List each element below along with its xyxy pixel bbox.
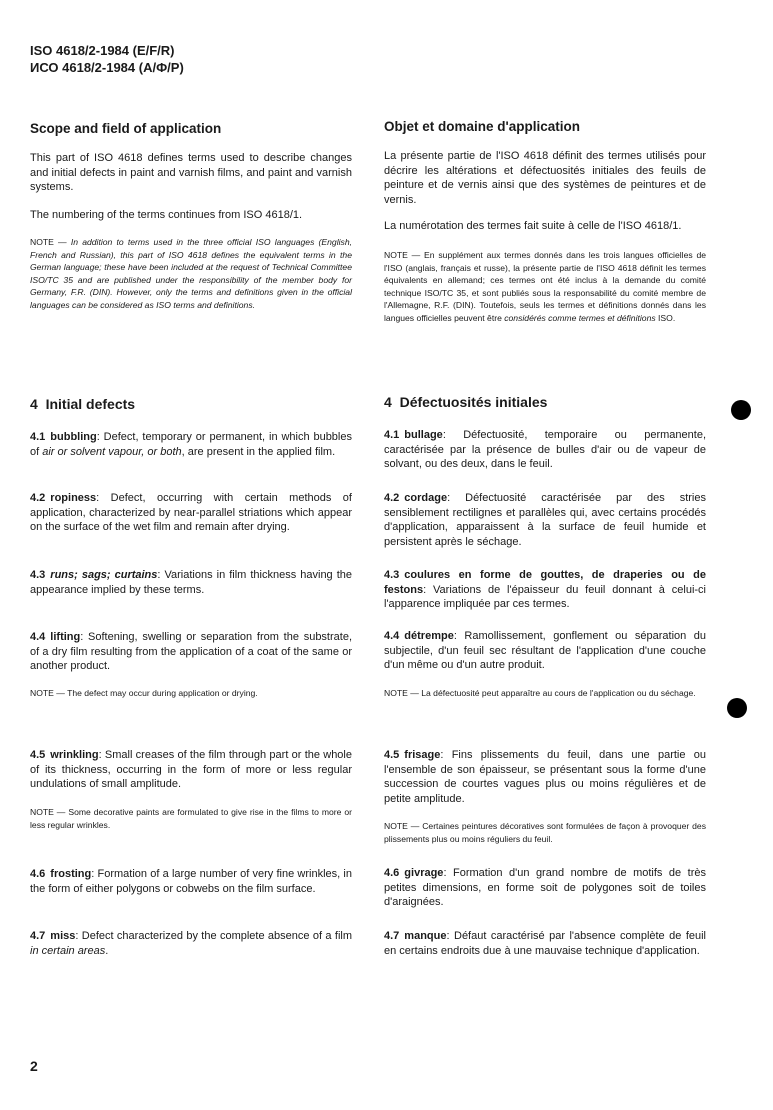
term-definition: : Fins plissements du feuil, dans une partie ou l'ensemble de son épaisseur, se présentant sous la forme d'une succession de courtes vagues plus ou moins régulières et de petite amplitude. (384, 749, 706, 805)
term-name: frosting (50, 868, 92, 880)
header-line-2: ИСО 4618/2-1984 (А/Ф/Р) (30, 60, 184, 75)
term-definition: : Defect characterized by the complete absence of a film (75, 930, 352, 942)
term-number: 4.3 (384, 569, 400, 581)
term-name: bubbling (50, 431, 97, 443)
term-name: wrinkling (50, 749, 99, 761)
term-4-7-fr (384, 929, 706, 958)
term-name: runs; sags; curtains (50, 569, 158, 581)
term-definition-italic: air or solvent vapour, or both (42, 445, 182, 458)
term-definition: : Variations de l'épaisseur du feuil donnant à celui-ci l'apparence impliquée par ces termes. (384, 583, 706, 610)
note-text-end: ISO. (655, 312, 676, 323)
term-number: 4.6 (384, 867, 400, 879)
note-label: NOTE — (30, 237, 67, 247)
term-number: 4.1 (30, 431, 46, 443)
scope-paragraph-1-en: This part of ISO 4618 defines terms used to describe changes and initial defects in paint and varnish films, and paint and varnish systems. (30, 152, 352, 193)
term-definition: : Formation d'un grand nombre de motifs de très petites dimensions, en forme soit de polygones soit de toiles d'araignées. (384, 867, 706, 908)
term-definition: : Defect, temporary or permanent, in which bubbles of (30, 431, 352, 458)
term-name: miss (50, 930, 76, 942)
term-name: cordage (404, 492, 448, 504)
term-name: ropiness (50, 492, 97, 504)
section-heading-fr (384, 394, 706, 410)
scope-note-fr (384, 249, 706, 325)
term-4-4-en (30, 630, 352, 674)
term-definition-end: . (105, 944, 109, 957)
margin-punch-mark-icon (727, 698, 747, 718)
term-name: givrage (404, 867, 444, 879)
scope-paragraph-2-fr: La numérotation des termes fait suite à celle de l'ISO 4618/1. (384, 220, 682, 232)
term-4-5-en (30, 748, 352, 792)
term-number: 4.6 (30, 868, 46, 880)
term-4-6-fr (384, 866, 706, 910)
scope-note-en (30, 236, 352, 312)
term-4-4-note-fr: NOTE — La défectuosité peut apparaître au cours de l'application ou du séchage. (384, 688, 696, 698)
term-number: 4.5 (30, 749, 46, 761)
term-definition: : Formation of a large number of very fine wrinkles, in the form of either polygons or cobwebs on the film surface. (30, 868, 352, 895)
section-number: 4 (384, 394, 392, 410)
term-4-3-en (30, 568, 352, 597)
term-number: 4.1 (384, 429, 400, 441)
term-definition: : Défectuosité, temporaire ou permanente, caractérisée par la présence de bulles d'air ou de vapeur de solvant, ou des deux, dans le feuil. (384, 429, 706, 470)
term-4-4-note-en: NOTE — The defect may occur during application or drying. (30, 688, 258, 698)
scope-paragraph-1-fr: La présente partie de l'ISO 4618 définit des termes utilisés pour décrire les altérations et défectuosités initiales des feuils de peinture et de vernis ainsi que des systèmes de peintures et de vernis. (384, 150, 706, 206)
term-definition: : Softening, swelling or separation from the substrate, of a dry film resulting from the application of a coat of the same or another product. (30, 631, 352, 672)
term-4-4-fr (384, 629, 706, 673)
term-4-5-note-en: NOTE — Some decorative paints are formulated to give rise in the films to more or less regular wrinkles. (30, 807, 352, 830)
term-4-1-fr (384, 428, 706, 472)
section-number: 4 (30, 396, 38, 412)
term-name: détrempe (404, 630, 454, 642)
term-number: 4.7 (30, 930, 46, 942)
term-4-5-note-fr: NOTE — Certaines peintures décoratives sont formulées de façon à provoquer des plissements plus ou moins réguliers du feuil. (384, 821, 706, 844)
term-4-3-fr (384, 568, 706, 612)
section-heading-en (30, 396, 352, 412)
term-definition: : Defect, occurring with certain methods of application, characterized by near-parallel striations which appear on the surface of the wet film and remain after drying. (30, 492, 352, 533)
term-4-5-fr (384, 748, 706, 806)
term-4-2-en (30, 491, 352, 535)
term-name: manque (404, 930, 447, 942)
term-name: lifting (50, 631, 81, 643)
term-number: 4.2 (30, 492, 46, 504)
term-name: coulures en forme de gouttes, de draperies ou de festons (384, 569, 706, 596)
term-number: 4.4 (30, 631, 46, 643)
header-line-1: ISO 4618/2-1984 (E/F/R) (30, 43, 175, 58)
term-number: 4.3 (30, 569, 46, 581)
document-header (30, 42, 184, 76)
note-text-italic: considérés comme termes et définitions (504, 312, 656, 323)
note-text: In addition to terms used in the three official ISO languages (English, French and Russian), this part of ISO 4618 defines the equivalent terms in the German language; these have been included at the request of Technical Committee ISO/TC 35 and are published under the responsibility of the member body for Germany, F.R. (DIN). However, only the terms and definitions given in the official languages can be considered as ISO terms and definitions. (30, 237, 352, 310)
term-definition: : Défaut caractérisé par l'absence complète de feuil en certains endroits due à une mauvaise technique d'application. (384, 930, 706, 957)
term-definition: : Small creases of the film through part or the whole of its thickness, occurring in the form of more or less regular undulations of small amplitude. (30, 749, 352, 790)
term-name: bullage (404, 429, 443, 441)
term-4-6-en (30, 867, 352, 896)
term-4-2-fr (384, 491, 706, 549)
term-4-1-en (30, 430, 352, 459)
term-definition-italic: in certain areas (30, 944, 106, 957)
term-number: 4.2 (384, 492, 400, 504)
term-name: frisage (404, 749, 441, 761)
scope-paragraph-2-en: The numbering of the terms continues from ISO 4618/1. (30, 209, 303, 221)
term-number: 4.5 (384, 749, 400, 761)
scope-title-fr: Objet et domaine d'application (384, 119, 580, 134)
term-definition-end: , are present in the applied film. (181, 445, 336, 458)
note-text: NOTE — En supplément aux termes donnés dans les trois langues officielles de l'ISO (anglais, français et russe), la présente partie de l'ISO 4618 définit les termes équivalents en allemand; ces termes ont été inclus à la demande du comité technique ISO/TC 35, et sont publiés sous la responsabilité du comité membre de l'Allemagne, R.F. (DIN). Toutefois, seuls les termes et définitions donnés dans les langues officielles peuvent être (384, 250, 706, 323)
section-title: Défectuosités initiales (399, 394, 548, 410)
term-number: 4.7 (384, 930, 400, 942)
margin-punch-mark-icon (731, 400, 751, 420)
term-number: 4.4 (384, 630, 400, 642)
term-4-7-en (30, 929, 352, 958)
scope-title-en: Scope and field of application (30, 121, 222, 136)
term-definition: : Défectuosité caractérisée par des stries sensiblement rectilignes et parallèles qui, avec certains procédés d'application, apparaissent à la surface de feuil humide et persistent après le séchage. (384, 492, 706, 548)
term-definition: : Variations in film thickness having the appearance implied by these terms. (30, 569, 353, 596)
term-definition: : Ramollissement, gonflement ou séparation du subjectile, d'un feuil sec résultant de l'application d'une couche d'un même ou d'un autre produit. (384, 630, 706, 671)
page-number: 2 (30, 1058, 38, 1074)
section-title: Initial defects (45, 396, 136, 412)
